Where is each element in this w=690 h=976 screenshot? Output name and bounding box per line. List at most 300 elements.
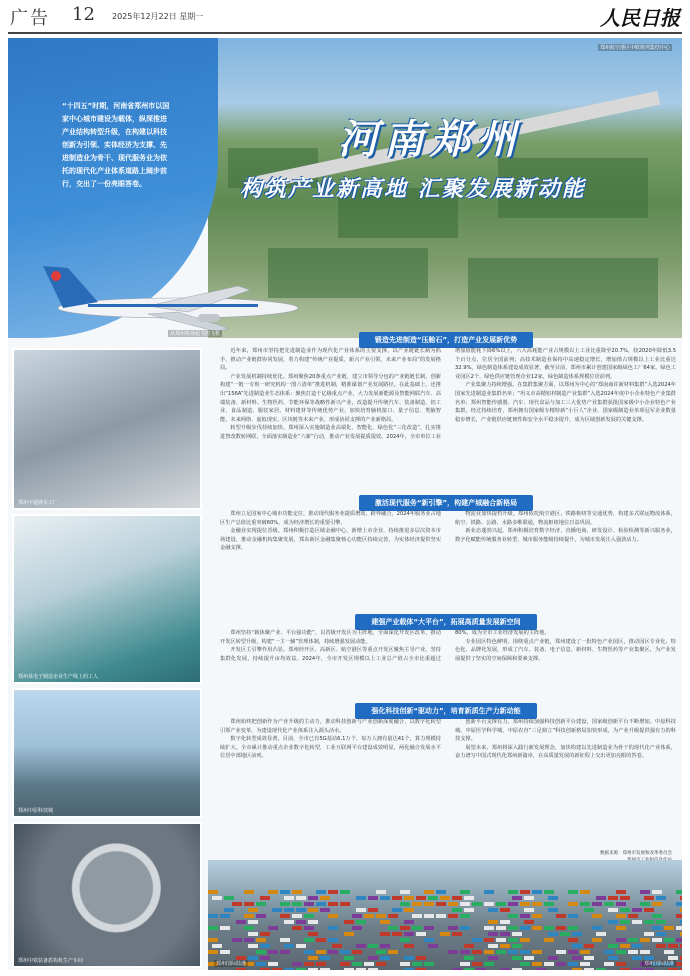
container-block bbox=[632, 908, 642, 912]
container-block bbox=[292, 902, 302, 906]
container-block bbox=[568, 902, 578, 906]
container-block bbox=[328, 914, 338, 918]
container-block bbox=[640, 950, 650, 954]
container-block bbox=[244, 890, 254, 894]
container-block bbox=[548, 896, 558, 900]
container-block bbox=[316, 902, 326, 906]
container-block bbox=[428, 896, 438, 900]
container-block bbox=[392, 932, 402, 936]
container-block bbox=[568, 950, 578, 954]
container-block bbox=[520, 890, 530, 894]
container-block bbox=[520, 914, 530, 918]
container-block bbox=[284, 896, 294, 900]
container-block bbox=[568, 926, 578, 930]
container-block bbox=[452, 896, 462, 900]
container-block bbox=[368, 896, 378, 900]
container-block bbox=[208, 938, 218, 942]
container-block bbox=[644, 968, 654, 970]
container-block bbox=[256, 914, 266, 918]
container-block bbox=[680, 968, 682, 970]
container-block bbox=[460, 890, 470, 894]
container-block bbox=[676, 938, 682, 942]
issue-date: 2025年12月22日 星期一 bbox=[112, 12, 204, 21]
container-block bbox=[524, 896, 534, 900]
container-block bbox=[676, 962, 682, 966]
container-block bbox=[568, 938, 578, 942]
container-block bbox=[520, 902, 530, 906]
container-block bbox=[428, 944, 438, 948]
container-block bbox=[608, 920, 618, 924]
container-block bbox=[340, 890, 350, 894]
container-block bbox=[356, 944, 366, 948]
container-block bbox=[404, 896, 414, 900]
container-block bbox=[520, 962, 530, 966]
container-block bbox=[556, 926, 566, 930]
container-block bbox=[620, 968, 630, 970]
container-block bbox=[460, 950, 470, 954]
container-block bbox=[260, 968, 270, 970]
container-block bbox=[308, 956, 318, 960]
container-block bbox=[508, 926, 518, 930]
container-block bbox=[680, 944, 682, 948]
photo-caption: 郑州宇通客车工厂 bbox=[18, 500, 59, 506]
container-block bbox=[368, 944, 378, 948]
container-block bbox=[416, 896, 426, 900]
container-block bbox=[328, 902, 338, 906]
container-block bbox=[512, 944, 522, 948]
container-block bbox=[608, 944, 618, 948]
container-block bbox=[352, 914, 362, 918]
photo-caption: 郑州中原科技城 bbox=[18, 808, 54, 814]
container-block bbox=[632, 968, 642, 970]
container-block bbox=[296, 920, 306, 924]
container-block bbox=[424, 938, 434, 942]
container-block bbox=[488, 932, 498, 936]
container-block bbox=[472, 938, 482, 942]
container-block bbox=[352, 950, 362, 954]
container-block bbox=[584, 956, 594, 960]
container-block bbox=[392, 908, 402, 912]
container-block bbox=[680, 908, 682, 912]
hero-caption: 郑州航空港区中欧班列集结中心 bbox=[599, 45, 670, 51]
container-block bbox=[532, 926, 542, 930]
container-block bbox=[232, 938, 242, 942]
photo-caption: 郑州国际陆港 bbox=[216, 961, 247, 967]
container-block bbox=[484, 962, 494, 966]
container-block bbox=[352, 962, 362, 966]
container-block bbox=[244, 914, 254, 918]
container-block bbox=[512, 896, 522, 900]
container-block bbox=[316, 950, 326, 954]
container-block bbox=[592, 926, 602, 930]
container-block bbox=[496, 902, 506, 906]
container-block bbox=[500, 920, 510, 924]
container-block bbox=[436, 914, 446, 918]
container-block bbox=[676, 890, 682, 894]
container-block bbox=[440, 932, 450, 936]
container-block bbox=[388, 914, 398, 918]
container-block bbox=[548, 908, 558, 912]
container-block bbox=[256, 950, 266, 954]
container-block bbox=[556, 914, 566, 918]
container-block bbox=[532, 902, 542, 906]
container-block bbox=[544, 938, 554, 942]
container-block bbox=[328, 950, 338, 954]
container-block bbox=[452, 932, 462, 936]
container-block bbox=[392, 896, 402, 900]
headline-subtitle: 构筑产业新高地 汇聚发展新动能 bbox=[240, 177, 586, 202]
container-block bbox=[508, 902, 518, 906]
container-block bbox=[296, 896, 306, 900]
container-block bbox=[248, 932, 258, 936]
container-block bbox=[580, 950, 590, 954]
photo-workers bbox=[12, 514, 202, 684]
container-block bbox=[256, 938, 266, 942]
container-block bbox=[268, 926, 278, 930]
container-block bbox=[616, 950, 626, 954]
container-block bbox=[424, 890, 434, 894]
container-block bbox=[404, 956, 414, 960]
container-block bbox=[316, 890, 326, 894]
container-block bbox=[628, 950, 638, 954]
container-block bbox=[496, 926, 506, 930]
container-block bbox=[412, 902, 422, 906]
container-block bbox=[652, 926, 662, 930]
container-block bbox=[676, 926, 682, 930]
container-block bbox=[284, 920, 294, 924]
container-block bbox=[244, 902, 254, 906]
container-block bbox=[260, 944, 270, 948]
container-block bbox=[244, 926, 254, 930]
container-block bbox=[400, 938, 410, 942]
container-block bbox=[376, 962, 386, 966]
container-block bbox=[448, 926, 458, 930]
container-block bbox=[572, 944, 582, 948]
container-block bbox=[544, 962, 554, 966]
container-block bbox=[344, 968, 354, 970]
container-block bbox=[376, 914, 386, 918]
container-block bbox=[592, 914, 602, 918]
container-block bbox=[292, 914, 302, 918]
container-block bbox=[340, 902, 350, 906]
container-block bbox=[596, 968, 606, 970]
photo-tunnel-boring bbox=[12, 822, 202, 968]
headline-title: 河南郑州 bbox=[338, 116, 522, 163]
container-block bbox=[680, 896, 682, 900]
container-block bbox=[272, 908, 282, 912]
container-block bbox=[620, 896, 630, 900]
container-block bbox=[280, 950, 290, 954]
container-block bbox=[304, 962, 314, 966]
container-block bbox=[488, 920, 498, 924]
container-block bbox=[280, 938, 290, 942]
container-block bbox=[224, 896, 234, 900]
container-block bbox=[260, 932, 270, 936]
container-block bbox=[424, 902, 434, 906]
container-block bbox=[404, 968, 414, 970]
container-block bbox=[476, 968, 486, 970]
plane-caption: 从郑州机场起飞的飞机 bbox=[170, 331, 221, 337]
container-block bbox=[620, 908, 630, 912]
container-block bbox=[472, 962, 482, 966]
container-block bbox=[380, 932, 390, 936]
container-block bbox=[656, 932, 666, 936]
container-block bbox=[680, 920, 682, 924]
container-block bbox=[380, 896, 390, 900]
container-block bbox=[548, 932, 558, 936]
container-block bbox=[424, 962, 434, 966]
container-block bbox=[400, 962, 410, 966]
container-block bbox=[668, 968, 678, 970]
container-block bbox=[496, 950, 506, 954]
container-block bbox=[344, 956, 354, 960]
photo-caption: 郑州中铁装备盾构机生产车间 bbox=[18, 958, 84, 964]
container-block bbox=[580, 890, 590, 894]
container-block bbox=[472, 902, 482, 906]
container-block bbox=[640, 902, 650, 906]
container-block bbox=[212, 944, 222, 948]
container-block bbox=[496, 938, 506, 942]
container-block bbox=[544, 926, 554, 930]
section-label: 广告 bbox=[10, 8, 50, 29]
container-block bbox=[320, 968, 330, 970]
data-source-credit: 数据来源：郑州市发展和改革委员会 bbox=[600, 851, 672, 856]
container-block bbox=[560, 932, 570, 936]
container-block bbox=[316, 962, 326, 966]
container-block bbox=[556, 950, 566, 954]
container-block bbox=[460, 962, 470, 966]
container-block bbox=[220, 950, 230, 954]
container-block bbox=[532, 914, 542, 918]
container-block bbox=[644, 932, 654, 936]
container-block bbox=[532, 962, 542, 966]
container-block bbox=[448, 902, 458, 906]
container-block bbox=[676, 914, 682, 918]
container-block bbox=[524, 908, 534, 912]
container-block bbox=[328, 938, 338, 942]
container-block bbox=[248, 920, 258, 924]
container-block bbox=[632, 920, 642, 924]
section-heading-3: 建强产业载体“大平台”，拓展高质量发展新空间 bbox=[216, 609, 676, 624]
container-block bbox=[388, 926, 398, 930]
container-block bbox=[656, 920, 666, 924]
container-block bbox=[320, 896, 330, 900]
page-number: 12 bbox=[72, 4, 95, 25]
container-block bbox=[464, 896, 474, 900]
container-block bbox=[368, 968, 378, 970]
container-block bbox=[584, 944, 594, 948]
container-block bbox=[328, 926, 338, 930]
container-block bbox=[212, 896, 222, 900]
container-block bbox=[508, 938, 518, 942]
left-photo-column bbox=[8, 338, 208, 970]
container-block bbox=[208, 914, 218, 918]
container-block bbox=[584, 968, 594, 970]
container-block bbox=[488, 908, 498, 912]
container-block bbox=[520, 950, 530, 954]
container-block bbox=[304, 926, 314, 930]
container-block bbox=[616, 926, 626, 930]
container-block bbox=[632, 956, 642, 960]
section-heading-2: 激活现代服务“新引擎”，构建产城融合新格局 bbox=[216, 490, 676, 505]
container-block bbox=[304, 902, 314, 906]
container-block bbox=[500, 968, 510, 970]
airplane-illustration bbox=[28, 256, 318, 336]
container-block bbox=[596, 896, 606, 900]
section-body-2: 郑州立足国家中心城市功能定位，推动现代服务业提质增效，跨界融合，2024年服务业占地区生产总值比重突破60%，成为经济增长的重要引擎。 金融业实现提位晋级。郑州积极打造区域金融中心，新增上市企业，持续推进多层次资本市场建设，推动金融机构集聚发展，郑东新区金融集聚核心功能区持续完善，为实体经济提供坚实金融支撑。 物流业加快提档升级。郑州依托航空港区、铁路枢纽等交通优势，构建多式联运物流体系，航空、铁路、公路、水路多维联通，物流枢纽地位日益巩固。 新业态蓬勃兴起。郑州积极培育数字经济、直播电商、研发设计、检验检测等新兴服务业，数字化赋能传统服务业转型，城市服务能级持续提升，为城市发展注入强劲活力。 bbox=[220, 511, 676, 552]
container-block bbox=[596, 932, 606, 936]
container-block bbox=[680, 956, 682, 960]
container-block bbox=[592, 902, 602, 906]
container-block bbox=[208, 926, 218, 930]
container-block bbox=[544, 890, 554, 894]
container-block bbox=[508, 890, 518, 894]
container-block bbox=[304, 938, 314, 942]
container-block bbox=[616, 962, 626, 966]
container-block bbox=[620, 944, 630, 948]
container-block bbox=[572, 968, 582, 970]
container-block bbox=[616, 938, 626, 942]
container-block bbox=[452, 908, 462, 912]
container-block bbox=[224, 908, 234, 912]
container-block bbox=[424, 914, 434, 918]
container-block bbox=[256, 902, 266, 906]
port-caption: 郑州国际陆港 bbox=[643, 961, 674, 967]
container-block bbox=[296, 908, 306, 912]
container-block bbox=[320, 908, 330, 912]
container-block bbox=[340, 950, 350, 954]
container-block bbox=[608, 956, 618, 960]
container-block bbox=[652, 902, 662, 906]
container-block bbox=[604, 902, 614, 906]
container-block bbox=[580, 962, 590, 966]
container-block bbox=[644, 908, 654, 912]
container-block bbox=[292, 890, 302, 894]
container-block bbox=[664, 938, 674, 942]
container-block bbox=[632, 944, 642, 948]
container-block bbox=[244, 938, 254, 942]
container-block bbox=[332, 944, 342, 948]
container-block bbox=[376, 950, 386, 954]
container-block bbox=[304, 914, 314, 918]
container-block bbox=[356, 908, 366, 912]
section-body-1: 近年来，郑州市坚持把先进制造业作为现代化产业体系的主要支撑，以产业链链长制为抓手，推动产业链群协同发展，着力构建“传统产业提质、新兴产业引领、未来产业布局”的发展格局。 产业发展机制持续优化。郑州聚焦20条重点产业链，建立市领导分包的产业链链长制，创新构建“一链一专班一研究机构一图六清单”推进机制，精准谋划产业发展路径。在此基础上，还推出“156A”先进制造业生态体系：聚焦打造千亿级重点产业，大力发展新能源及智能网联汽车、高端装备、新材料、生物医药、节能环保等战略性新兴产业，改造提升传统汽车、装备制造、铝工业、食品制造、服装家居、材料建材等传统优势产业，加快培育脑机接口、量子信息、类脑智能、未来网络、虚拟现实、区块链等未来产业，形成协同支撑的产业新格局。 转型升级步伐持续加快。郑州深入实施制造业高端化、智能化、绿色化“三化改造”，扎实推进智改数转网联，全面落实制造业“六新”行动，推动产业发展提质提效。2024年，全市单位工业增加值能耗下降6%以上，六大高耗能产业占规模以上工业比重降至20.7%，较2020年降低3.5个百分点，位居全国前列；高技术制造业保持中高速稳定增长，增加值占规模以上工业比重达32.9%。绿色制造体系建设成效显著，截至目前，郑州市累计创建国家级绿色工厂64家、绿色工业园区2个、绿色供应链管理企业12家，绿色制造体系规模位居前列。 产业集聚力持续增强。在集群集聚方面，以郑州为中心的“郑南商许新材料集群”入选2024年国家先进制造业集群名单；“巩义市高精铝材制造产业集群”入选2024年度中小企业特色产业集群名单；郑州智能传感器、汽车、现代食品与加工三大优势产业集群获批国家级中小企业特色产业集群。经过持续培育，郑州拥有国家级专精特新“小巨人”企业、国家级制造业单项冠军企业数量稳步增长，产业链供应链韧性和安全水平稳步提升，成为区域创新发展的关键支撑。 bbox=[220, 348, 676, 440]
section-heading-1: 锻造先进制造“压舱石”，打造产业发展新优势 bbox=[216, 327, 676, 342]
container-block bbox=[592, 938, 602, 942]
container-block bbox=[472, 950, 482, 954]
masthead bbox=[0, 0, 690, 34]
container-block bbox=[316, 938, 326, 942]
section-body-4: 郑州始终把创新作为产业升级的主动力，推动科技创新与产业创新深度融合，以数字化转型引领产业变革，为建设现代化产业体系注入源头活水。 数字化转型成效显著。目前，全市已有5G基站6.1万个、每万人拥有量达41个，算力规模持续扩大。全市累计推动重点企业数字化转型，工业互联网平台建设成效明显，两化融合发展水平位居中部地区前列。 创新平台支撑有力。郑州持续加强科技创新平台建设，国家级创新平台不断增加。中原科技城、中原医学科学城、中原农谷“三足鼎立”科技创新格局加快形成，为产业升级提供强有力的科技支撑。 展望未来，郑州将深入践行新发展理念，加快构建以先进制造业为骨干的现代化产业体系，奋力谱写中国式现代化郑州新篇章，在高质量发展的新征程上交出更加亮眼的答卷。 bbox=[220, 719, 676, 760]
container-block bbox=[608, 908, 618, 912]
container-block bbox=[412, 914, 422, 918]
container-block bbox=[304, 950, 314, 954]
container-block bbox=[412, 962, 422, 966]
container-block bbox=[440, 896, 450, 900]
container-block bbox=[268, 890, 278, 894]
container-block bbox=[220, 914, 230, 918]
container-block bbox=[608, 896, 618, 900]
section-body-3: 郑州坚持“载体聚产业、平台强功能”，以省级开发区为主阵地，全面深化开发区改革，推动开发区转型升级，构建“一主一辅”管理体制，持续增强发展动能。 开发区主引擎作用凸显。郑州经开区、高新区、航空港区等重点开发区聚焦主导产业，坚持集群化发展，持续提升亩均效益。2024年，全市开发区规模以上工业总产值占全市比重超过80%，成为全市工业经济发展的主阵地。 专业园区特色鲜明。围绕重点产业链，郑州建设了一批特色产业园区，推动园区专业化、特色化、品牌化发展，形成了汽车、装备、电子信息、新材料、生物医药等产业集聚区，为产业发展提供了坚实的空间保障和要素支撑。 bbox=[220, 630, 676, 662]
container-block bbox=[308, 968, 318, 970]
photo-railway-port bbox=[208, 860, 682, 970]
container-block bbox=[400, 902, 410, 906]
container-block bbox=[308, 896, 318, 900]
container-block bbox=[464, 968, 474, 970]
container-block bbox=[508, 950, 518, 954]
container-block bbox=[628, 914, 638, 918]
container-block bbox=[380, 944, 390, 948]
container-block bbox=[368, 908, 378, 912]
container-block bbox=[524, 956, 534, 960]
container-block bbox=[656, 896, 666, 900]
container-block bbox=[536, 968, 546, 970]
container-block bbox=[664, 950, 674, 954]
container-block bbox=[604, 950, 614, 954]
container-block bbox=[488, 944, 498, 948]
container-block bbox=[452, 968, 462, 970]
container-block bbox=[448, 914, 458, 918]
container-block bbox=[676, 902, 682, 906]
container-block bbox=[292, 962, 302, 966]
container-block bbox=[500, 932, 510, 936]
container-block bbox=[352, 926, 362, 930]
container-block bbox=[460, 902, 470, 906]
container-block bbox=[404, 944, 414, 948]
container-block bbox=[556, 962, 566, 966]
container-block bbox=[356, 896, 366, 900]
container-block bbox=[488, 956, 498, 960]
container-block bbox=[584, 908, 594, 912]
container-block bbox=[280, 902, 290, 906]
container-block bbox=[280, 890, 290, 894]
container-block bbox=[512, 956, 522, 960]
container-block bbox=[616, 902, 626, 906]
container-block bbox=[484, 902, 494, 906]
container-block bbox=[404, 932, 414, 936]
container-block bbox=[412, 926, 422, 930]
container-block bbox=[568, 914, 578, 918]
container-block bbox=[368, 956, 378, 960]
container-block bbox=[464, 944, 474, 948]
container-block bbox=[284, 968, 294, 970]
container-block bbox=[376, 890, 386, 894]
container-block bbox=[484, 890, 494, 894]
container-block bbox=[640, 938, 650, 942]
container-block bbox=[448, 950, 458, 954]
container-block bbox=[620, 920, 630, 924]
container-block bbox=[356, 968, 366, 970]
container-block bbox=[436, 890, 446, 894]
photo-factory bbox=[12, 348, 202, 510]
container-block bbox=[256, 962, 266, 966]
intro-text: “十四五”时期，河南省郑州市以国家中心城市建设为载体，纵深推进产业结构转型升级，在构建以科技创新为引领、实体经济为支撑、先进制造业为骨干、现代服务业为依托的现代化产业体系道路上阔步前行，交出了一份亮眼答卷。 bbox=[62, 102, 170, 188]
container-block bbox=[532, 890, 542, 894]
container-block bbox=[268, 962, 278, 966]
container-block bbox=[236, 920, 246, 924]
container-block bbox=[380, 956, 390, 960]
container-block bbox=[640, 890, 650, 894]
container-block bbox=[356, 920, 366, 924]
container-block bbox=[416, 956, 426, 960]
container-block bbox=[520, 938, 530, 942]
container-block bbox=[644, 896, 654, 900]
container-block bbox=[484, 950, 494, 954]
section-heading-4: 强化科技创新“驱动力”，培育新质生产力新动能 bbox=[216, 698, 676, 713]
container-block bbox=[548, 956, 558, 960]
container-block bbox=[364, 914, 374, 918]
container-block bbox=[236, 968, 246, 970]
